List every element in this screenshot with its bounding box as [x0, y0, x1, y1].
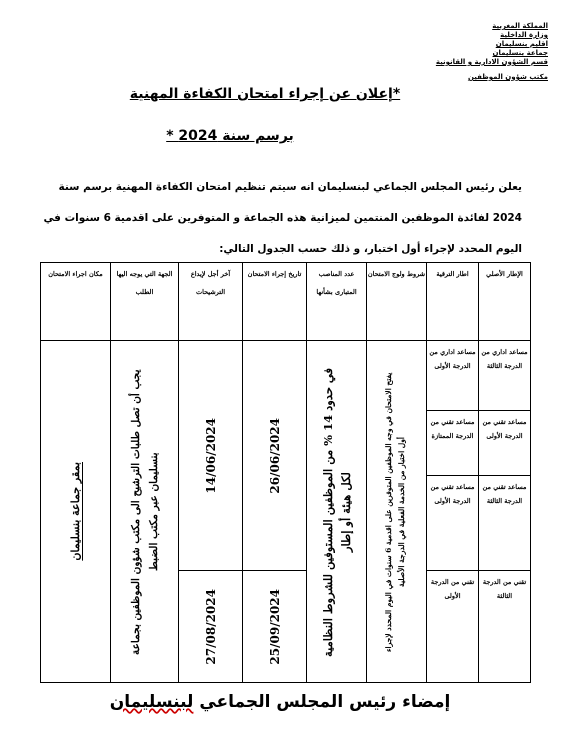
header-line: المملكة المغربية	[492, 22, 548, 30]
signature-name: لبنسليمان	[109, 692, 194, 712]
page-subtitle: برسم سنة 2024 *	[166, 128, 294, 144]
deadline-cell-2	[179, 571, 243, 683]
deadline-2: 27/08/2024	[203, 588, 218, 665]
exam-place-text: بمقر جماعة بنسليمان	[69, 462, 82, 561]
deadline-cell-1	[179, 341, 243, 571]
access-conditions-text: يفتح الامتحان في وجه الموظفين المتوفرين على اقدمية 6 سنوات في اليوم المحدد لإجراء أول اختبار من الخدمة الفعلية في الدرجة الأصلية	[383, 371, 406, 652]
header-deadline: آخر أجل لإيداع الترشيحات	[179, 263, 243, 341]
signature-line	[90, 692, 470, 712]
intro-paragraph: يعلن رئيس المجلس الجماعي لبنسليمان انه سيتم تنظيم امتحان الكفاءة المهنية برسم سنة 2024 لفائدة الموظفين المنتمين لميزانية هذه الجماعة و المتوفرين على اقدمية 6 سنوات في اليوم المحدد لإجراء أول اختبار، و ذلك حسب الجدول التالي:	[43, 181, 522, 255]
signature-prefix: إمضاء رئيس المجلس الجماعي	[199, 692, 451, 712]
table-header-row	[41, 263, 531, 341]
deadline-1: 14/06/2024	[203, 417, 218, 494]
promotion-grade-cell: مساعد تقني من الدرجة الممتازة	[427, 411, 479, 476]
header-submit-to: الجهة التي يوجه اليها الطلب	[111, 263, 179, 341]
original-grade-cell: مساعد اداري من الدرجة الثالثة	[479, 341, 531, 411]
header-line: اقليم بنسليمان	[495, 40, 548, 48]
original-grade-cell: تقني من الدرجة الثالثة	[479, 571, 531, 683]
header-line: جماعة بنسليمان	[492, 49, 548, 57]
header-quota: عدد المناصب المتبارى بشأنها	[307, 263, 367, 341]
header-exam-date: تاريخ إجراء الامتحان	[243, 263, 307, 341]
exam-date-1: 26/06/2024	[267, 417, 282, 494]
administrative-header	[398, 22, 548, 82]
exam-date-cell-1	[243, 341, 307, 571]
access-conditions-cell	[367, 341, 427, 683]
exam-date-2: 25/09/2024	[267, 588, 282, 665]
quota-cell	[307, 341, 367, 683]
header-promotion-grade: اطار الترقية	[427, 263, 479, 341]
header-line: وزارة الداخلية	[500, 31, 548, 39]
header-original-grade: الإطار الأصلي	[479, 263, 531, 341]
submit-to-text: يجب أن تصل طلبات الترشيح الى مكتب شؤون الموظفين بجماعة بنسليمان عبر مكتب الضبط	[129, 368, 160, 655]
quota-text: في حدود 14 % من الموظفين المستوفين للشروط النظامية لكل هيئة أو إطار	[320, 366, 353, 657]
promotion-grade-cell: مساعد تقني من الدرجة الأولى	[427, 476, 479, 571]
header-line: قسم الشؤون الادارية و القانونية	[435, 58, 548, 66]
exam-schedule-table	[40, 262, 531, 683]
promotion-grade-cell: تقني من الدرجة الأولى	[427, 571, 479, 683]
header-access-conditions: شروط ولوج الامتحان	[367, 263, 427, 341]
table-row	[41, 341, 531, 411]
exam-place-cell	[41, 341, 111, 683]
header-line: مكتب شؤون الموظفين	[467, 73, 548, 81]
page-title: *إعلان عن إجراء امتحان الكفاءة المهنية	[129, 86, 401, 102]
original-grade-cell: مساعد تقني من الدرجة الثالثة	[479, 476, 531, 571]
submit-to-cell	[111, 341, 179, 683]
exam-date-cell-2	[243, 571, 307, 683]
promotion-grade-cell: مساعد اداري من الدرجة الأولى	[427, 341, 479, 411]
original-grade-cell: مساعد تقني من الدرجة الأولى	[479, 411, 531, 476]
header-exam-place: مكان اجراء الامتحان	[41, 263, 111, 341]
